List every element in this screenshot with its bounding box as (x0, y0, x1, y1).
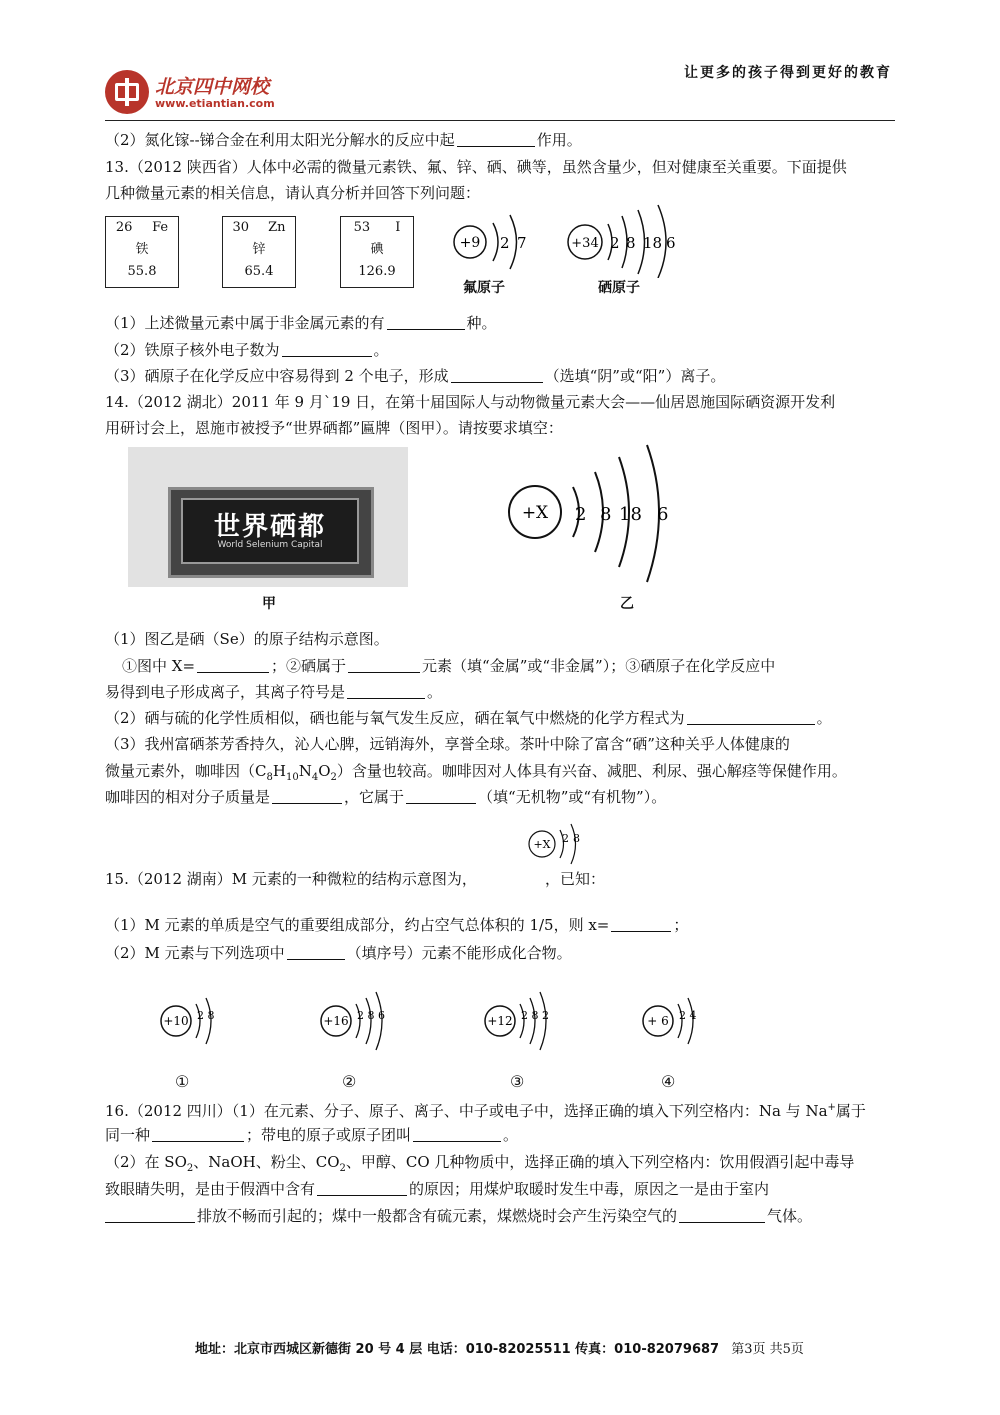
shell-electrons: 6 (666, 234, 676, 252)
nucleus-charge: +16 (323, 1014, 349, 1028)
footer-page-number: 第3页 共5页 (731, 1342, 804, 1357)
q14-part3-line3: 咖啡因的相对分子质量是 ，它属于 （填“无机物”或“有机物”）。 (105, 788, 667, 806)
element-card-i: 53 I 碘 126.9 (340, 216, 414, 288)
shell-electrons: 2 (500, 234, 510, 252)
answer-blank[interactable] (387, 314, 465, 330)
q13-part2: （2）铁原子核外电子数为 。 (105, 341, 389, 359)
answer-blank[interactable] (197, 657, 269, 673)
shell-electrons: 8 (600, 504, 612, 525)
nucleus-charge: +10 (163, 1014, 189, 1028)
nucleus-charge: +X (521, 503, 549, 523)
answer-blank[interactable] (282, 341, 372, 357)
q14-part3-line1: （3）我州富硒茶芳香持久，沁人心脾，远销海外，享誉全球。茶叶中除了富含“硒”这种关乎人体健康的 (105, 735, 790, 753)
shell-electrons: 8 (626, 234, 636, 252)
option-2-number: ② (342, 1072, 357, 1091)
answer-blank[interactable] (287, 944, 345, 960)
q12-part2: （2）氮化镓--锑合金在利用太阳光分解水的反应中起 作用。 (105, 131, 582, 149)
q14-stem-line2: 用研讨会上，恩施市被授予“世界硒都”匾牌（图甲）。请按要求填空： (105, 419, 563, 437)
fluorine-label: 氟原子 (463, 280, 505, 296)
answer-blank[interactable] (687, 709, 815, 725)
selenium-atom-diagram (564, 200, 694, 278)
answer-blank[interactable] (347, 683, 425, 699)
shell-electrons: 6 (657, 504, 669, 525)
figure-label-yi: 乙 (620, 596, 634, 612)
logo-url: www.etiantian.com (155, 97, 275, 110)
q16-line1: 16.（2012 四川）（1）在元素、分子、原子、离子、中子或电子中，选择正确的填入下列空格内：Na 与 Na+属于 (105, 1102, 866, 1120)
option-4-number: ④ (661, 1072, 676, 1091)
q13-stem-line2: 几种微量元素的相关信息，请认真分析并回答下列问题： (105, 184, 481, 202)
q14-stem-line1: 14.（2012 湖北）2011 年 9 月`19 日，在第十届国际人与动物微量元素大会——仙居恩施国际硒资源开发利 (105, 393, 836, 411)
q14-part1-items: ①图中 X= ；②硒属于 元素（填“金属”或“非金属”）；③硒原子在化学反应中 (122, 657, 776, 675)
selenium-x-atom-diagram (505, 442, 680, 587)
option-1-number: ① (175, 1072, 190, 1091)
q13-stem-line1: 13.（2012 陕西省）人体中必需的微量元素铁、氟、锌、硒、碘等，虽然含量少，但对健康至关重要。下面提供 (105, 158, 847, 176)
option-2-diagram (318, 990, 398, 1052)
option-3-number: ③ (510, 1072, 525, 1091)
shell-electrons: 2 (575, 504, 587, 525)
nucleus-charge: + 6 (647, 1014, 669, 1028)
answer-blank[interactable] (348, 657, 420, 673)
shell-electrons: 7 (517, 234, 527, 252)
answer-blank[interactable] (413, 1126, 501, 1142)
header-rule (105, 120, 895, 121)
q15-part2: （2）M 元素与下列选项中 （填序号）元素不能形成化合物。 (105, 944, 572, 962)
shell-electrons: 18 (643, 234, 663, 252)
answer-blank[interactable] (272, 788, 342, 804)
school-logo (105, 70, 305, 120)
option-3-diagram (482, 990, 562, 1052)
nucleus-charge: +34 (571, 236, 599, 251)
q16-line3: （2）在 $SO_2$、NaOH、粉尘、$CO_2$、甲醇、CO 几种物质中，选择正确的填入下列空格内：饮用假酒引起中毒导 (105, 1153, 855, 1174)
fluorine-atom-diagram (448, 205, 548, 275)
answer-blank[interactable] (451, 367, 543, 383)
answer-blank[interactable] (611, 916, 671, 932)
footer-address: 地址：北京市西城区新德街 20 号 4 层 电话：010-82025511 传真：010-82079687 (195, 1342, 720, 1357)
q16-line4: 致眼睛失明，是由于假酒中含有 的原因；用煤炉取暖时发生中毒，原因之一是由于室内 (105, 1180, 770, 1198)
q13-part3: （3）硒原子在化学反应中容易得到 2 个电子，形成 （选填“阴”或“阳”）离子。 (105, 367, 726, 385)
option-1-diagram (158, 990, 228, 1052)
shell-electrons: 2 (610, 234, 620, 252)
shell-electrons: 2 8 2 (521, 1009, 549, 1022)
shell-electrons: 2 4 (679, 1009, 697, 1022)
header-slogan: 让更多的孩子得到更好的教育 (684, 65, 892, 81)
figure-label-jia: 甲 (262, 596, 276, 612)
q16-line5: 排放不畅而引起的；煤中一般都含有硫元素，煤燃烧时会产生污染空气的 气体。 (105, 1205, 900, 1227)
nucleus-charge: +12 (487, 1014, 513, 1028)
m-particle-diagram (526, 818, 590, 870)
q15-stem: 15.（2012 湖南）M 元素的一种微粒的结构示意图为， ，已知： (105, 870, 605, 888)
plaque-title: 世界硒都 (213, 512, 326, 542)
shell-electrons: 2 8 6 (357, 1009, 385, 1022)
answer-blank[interactable] (679, 1207, 765, 1223)
answer-blank[interactable] (457, 131, 535, 147)
answer-blank[interactable] (105, 1207, 195, 1223)
page-footer (195, 1338, 804, 1357)
q14-part2: （2）硒与硫的化学性质相似，硒也能与氧气发生反应，硒在氧气中燃烧的化学方程式为 。 (105, 709, 832, 727)
q13-part1: （1）上述微量元素中属于非金属元素的有 种。 (105, 314, 497, 332)
answer-blank[interactable] (317, 1180, 407, 1196)
answer-blank[interactable] (152, 1126, 244, 1142)
logo-emblem-icon (105, 70, 149, 114)
q14-part1: （1）图乙是硒（Se）的原子结构示意图。 (105, 630, 389, 648)
plaque-photo (128, 447, 408, 587)
nucleus-charge: +X (533, 838, 551, 851)
answer-blank[interactable] (406, 788, 476, 804)
selenium-label: 硒原子 (598, 280, 640, 296)
q15-part1: （1）M 元素的单质是空气的重要组成部分，约占空气总体积的 1/5，则 x= ； (105, 916, 689, 934)
q14-part1-items-cont: 易得到电子形成离子，其离子符号是 。 (105, 683, 443, 701)
element-card-zn: 30 Zn 锌 65.4 (222, 216, 296, 288)
q16-line2: 同一种 ；带电的原子或原子团叫 。 (105, 1126, 519, 1144)
shell-electrons: 8 (573, 832, 580, 845)
plaque-subtitle: World Selenium Capital (217, 540, 323, 550)
shell-electrons: 18 (619, 504, 642, 525)
shell-electrons: 2 (562, 832, 569, 845)
logo-name: 北京四中网校 (155, 76, 270, 98)
nucleus-charge: +9 (459, 235, 481, 251)
shell-electrons: 2 8 (197, 1009, 215, 1022)
option-4-diagram (640, 990, 710, 1052)
element-card-fe: 26 Fe 铁 55.8 (105, 216, 179, 288)
q14-part3-line2: 微量元素外，咖啡因$(C_8H_{10}N_4O_2)$含量也较高。咖啡因对人体具有兴奋、减肥、利尿、强心解痉等保健作用。 (105, 762, 847, 783)
